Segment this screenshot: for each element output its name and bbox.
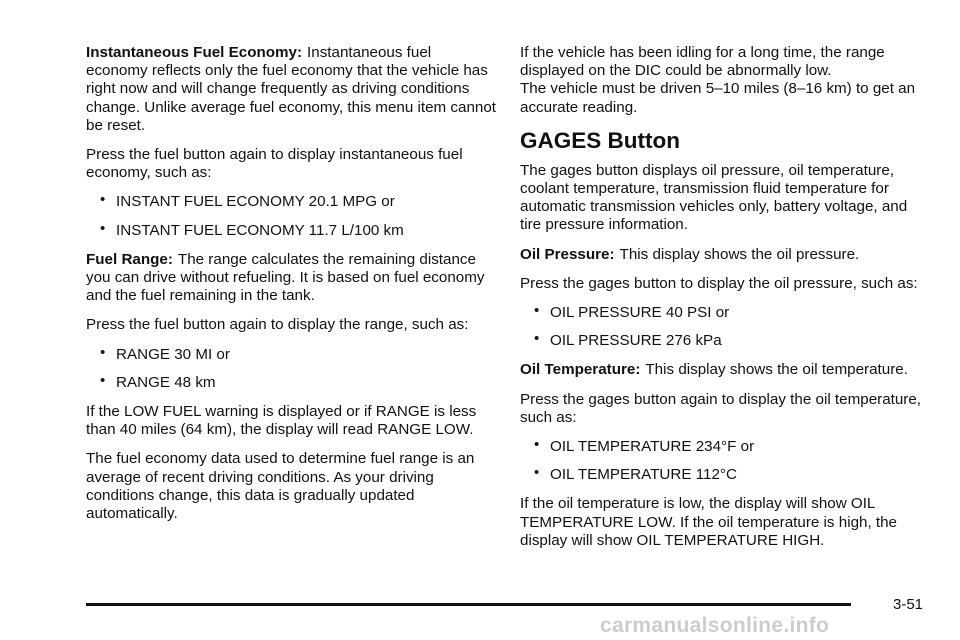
paragraph-oil-temperature — [520, 361, 930, 379]
term-label: Oil Pressure: — [520, 245, 615, 263]
list-item: • OIL TEMPERATURE 112°C — [520, 466, 930, 484]
paragraph-text: The vehicle must be driven 5–10 miles (8–16 km) to get an accurate reading. — [520, 80, 916, 116]
paragraph-text: Instantaneous fuel economy reflects only the fuel economy that the vehicle has right now and will change frequently as driving conditions change. Unlike average fuel economy, this menu item cannot be reset. — [86, 44, 497, 134]
paragraph-text: This display shows the oil pressure. — [619, 245, 860, 263]
paragraph: The fuel economy data used to determine fuel range is an average of recent driving conditions. As your driving conditions change, this data is gradually updated automatically. — [86, 450, 475, 523]
paragraph: The gages button displays oil pressure, oil temperature, coolant temperature, transmission fluid temperature for automatic transmission vehicles only, battery voltage, and tire pressure information. — [520, 161, 908, 234]
page-number: 3-51 — [893, 596, 924, 613]
paragraph: Press the fuel button again to display the range, such as: — [86, 316, 469, 334]
list-item: • RANGE 30 MI or — [86, 346, 496, 364]
paragraph-instantaneous-fuel-economy — [86, 44, 496, 135]
watermark: carmanualsonline.info — [600, 614, 830, 637]
paragraph: Press the gages button to display the oil pressure, such as: — [520, 274, 918, 292]
paragraph: Press the gages button again to display the oil temperature, such as: — [520, 390, 922, 426]
paragraph-text: The range calculates the remaining distance you can drive without refueling. It is based on fuel economy and the fuel remaining in the tank. — [86, 250, 485, 305]
paragraph-idling — [520, 44, 930, 117]
paragraph-text: If the vehicle has been idling for a long time, the range displayed on the DIC could be abnormally low. — [520, 44, 885, 80]
paragraph-fuel-range — [86, 251, 496, 306]
term-label: Fuel Range: — [86, 250, 173, 268]
left-column — [86, 44, 496, 534]
bullet-list — [520, 438, 930, 484]
list-item: • INSTANT FUEL ECONOMY 20.1 MPG or — [86, 193, 496, 211]
term-label: Instantaneous Fuel Economy: — [86, 44, 303, 61]
footer-rule — [86, 603, 851, 606]
paragraph: If the oil temperature is low, the display will show OIL TEMPERATURE LOW. If the oil temperature is high, the display will show OIL TEMPERATURE HIGH. — [520, 495, 898, 549]
right-column — [520, 44, 930, 561]
list-item: • OIL PRESSURE 276 kPa — [520, 332, 930, 350]
list-item: • OIL PRESSURE 40 PSI or — [520, 304, 930, 322]
paragraph: Press the fuel button again to display instantaneous fuel economy, such as: — [86, 146, 463, 182]
list-item: • OIL TEMPERATURE 234°F or — [520, 438, 930, 456]
term-label: Oil Temperature: — [520, 361, 641, 379]
paragraph-oil-pressure — [520, 246, 930, 264]
list-item: • INSTANT FUEL ECONOMY 11.7 L/100 km — [86, 222, 496, 240]
paragraph: If the LOW FUEL warning is displayed or if RANGE is less than 40 miles (64 km), the display will read RANGE LOW. — [86, 403, 477, 439]
bullet-list — [86, 193, 496, 239]
paragraph-text: This display shows the oil temperature. — [645, 361, 908, 379]
section-heading: GAGES Button — [520, 127, 680, 153]
bullet-list — [86, 346, 496, 392]
bullet-list — [520, 304, 930, 350]
list-item: • RANGE 48 km — [86, 374, 496, 392]
